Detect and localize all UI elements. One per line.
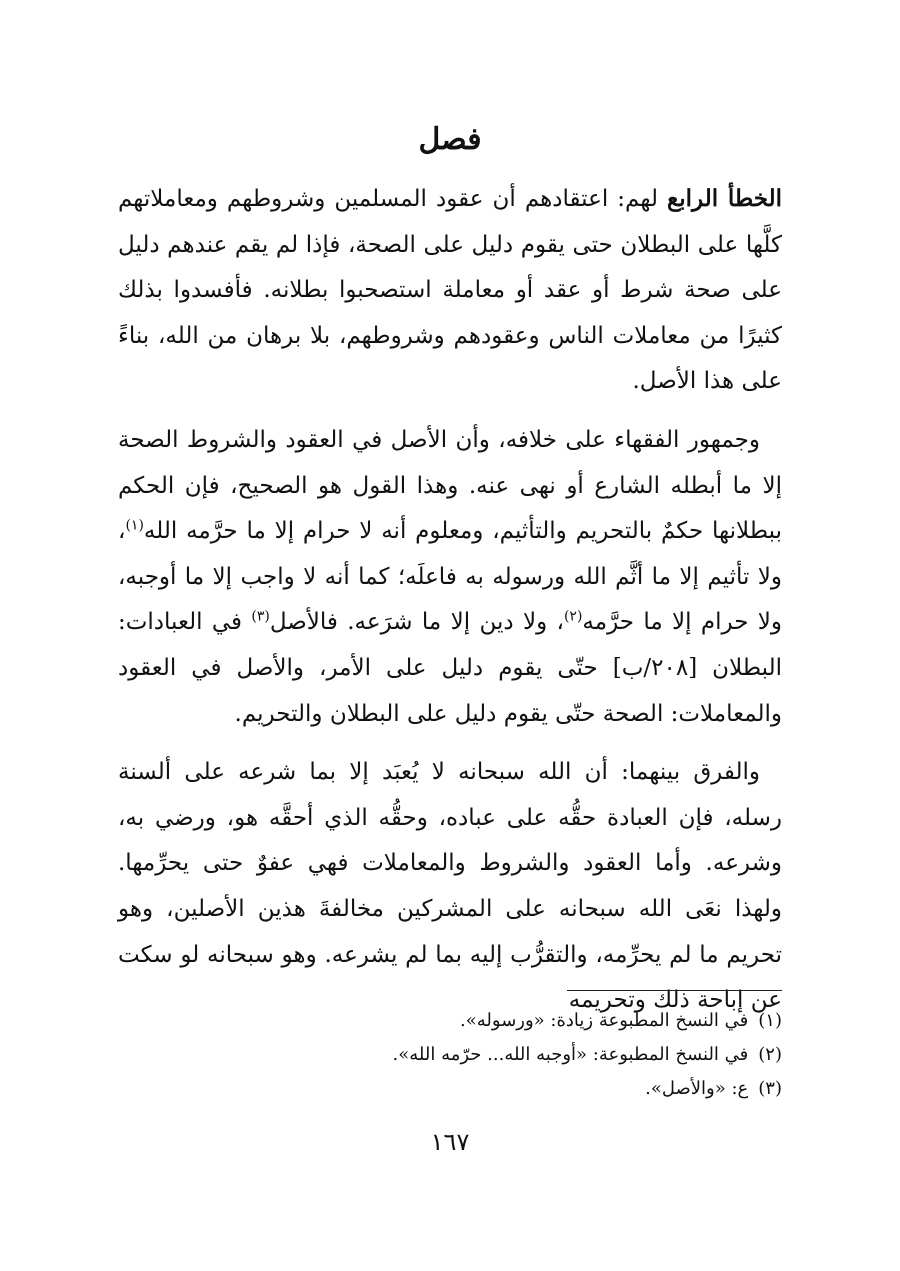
footnote-2 (118, 1038, 782, 1072)
paragraph-2-part-1: وجمهور الفقهاء على خلافه، وأن الأصل في العقود والشروط الصحة إلا ما أبطله الشارع أو نهى عنه. وهذا القول هو الصحيح، فإن الحكم ببطلانها حكمٌ بالتحريم والتأثيم، ومعلوم أنه لا حرام إلا ما حرَّمه الله (118, 426, 782, 545)
footnote-3-number: (٣) (758, 1078, 782, 1099)
main-text (118, 176, 782, 1037)
footnote-1 (118, 1004, 782, 1038)
paragraph-2-part-3: ، ولا دين إلا ما شرَعه. فالأصل (269, 609, 564, 636)
section-heading: فصل (418, 122, 482, 157)
paragraph-2 (118, 418, 782, 737)
paragraph-1 (118, 176, 782, 405)
footnote-2-text: في النسخ المطبوعة: «أوجبه الله... حرّمه الله». (392, 1044, 749, 1065)
page-number: ١٦٧ (430, 1128, 470, 1156)
paragraph-2-part-2: ، ولا تأثيم إلا ما أثَّم الله ورسوله به فاعلَه؛ كما أنه لا واجب إلا ما أوجبه، ولا حرام إلا ما حرَّمه (118, 518, 782, 636)
paragraph-3 (118, 750, 782, 1024)
footnote-ref-2[interactable]: (٢) (563, 608, 583, 625)
paragraph-1-text: لهم: اعتقادهم أن عقود المسلمين وشروطهم ومعاملاتهم كلَّها على البطلان حتى يقوم دليل على الصحة، فإذا لم يقم عندهم دليل على صحة شرط أو عقد أو معاملة استصحبوا بطلانه. فأفسدوا بذلك كثيرًا من معاملات الناس وعقودهم وشروطهم، بلا برهان من الله، بناءً على هذا الأصل. (118, 186, 782, 395)
footnotes (118, 1004, 782, 1106)
footnote-divider (567, 990, 782, 991)
paragraph-1-lead: الخطأ الرابع (667, 185, 783, 212)
footnote-ref-1[interactable]: (١) (125, 517, 144, 534)
footnote-3-text: ع: «والأصل». (645, 1078, 749, 1099)
footnote-3 (118, 1072, 782, 1106)
footnote-1-number: (١) (758, 1010, 782, 1031)
footnote-2-number: (٢) (758, 1044, 782, 1065)
paragraph-2-part-4: في العبادات: البطلان [٢٠٨/ب] حتّى يقوم دليل على الأمر، والأصل في العقود والمعاملات: الصحة حتّى يقوم دليل على البطلان والتحريم. (118, 609, 783, 727)
footnote-1-text: في النسخ المطبوعة زيادة: «ورسوله». (460, 1010, 749, 1031)
footnote-ref-3[interactable]: (٣) (251, 608, 270, 625)
paragraph-3-text: والفرق بينهما: أن الله سبحانه لا يُعبَد إلا بما شرعه على ألسنة رسله، فإن العبادة حقُّه على عباده، وحقُّه الذي أحقَّه هو، ورضي به، وشرعه. وأما العقود والشروط والمعاملات فهي عفوٌ حتى يحرِّمها. ولهذا نعَى الله سبحانه على المشركين مخالفةَ هذين الأصلين، وهو تحريم ما لم يحرِّمه، والتقرُّب إليه بما لم يشرعه. وهو سبحانه لو سكت عن إباحة ذلك وتحريمه (118, 759, 782, 1014)
